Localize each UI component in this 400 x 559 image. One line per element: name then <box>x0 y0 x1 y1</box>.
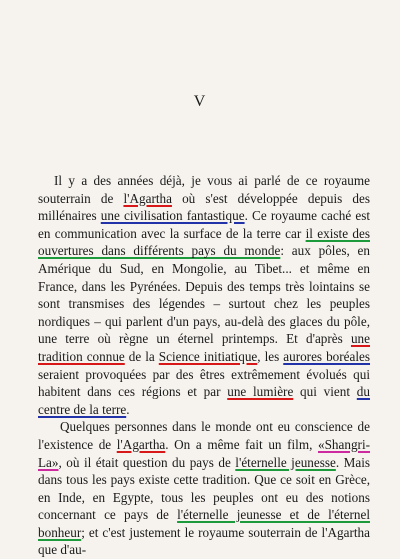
highlight-jeunesse: l'éternelle jeunesse <box>235 454 336 470</box>
highlight-ouvertures: il existe des ouvertures dans différents pays du monde <box>38 225 370 259</box>
highlight-lumiere: une lumière <box>227 384 294 400</box>
text-run: , où il était question du pays de <box>58 454 236 470</box>
highlight-bonheur: l'éternelle jeunesse et de l'éternel bonheur <box>38 507 370 540</box>
chapter-number: V <box>193 93 207 110</box>
paragraph-2 <box>38 418 370 559</box>
highlight-centre: du centre de la terre <box>38 384 370 417</box>
text-run: Quelques personnes dans le monde ont eu conscience de l'existence de <box>38 419 370 452</box>
text-run: . Mais dans tous les pays existe cette tradition. Que ce soit en Grèce, en Inde, en Egypte, tous les peuples ont eu des notions concernant ce pays de <box>38 454 370 523</box>
text-run: : aux pôles, en Amérique du Sud, en Mongolie, au Tibet... et même en France, dans les Pyrénées. Depuis des temps très lointains se sont transmises des légendes – surtout chez les peuples nordiques – qui parlent d'un pays, au-delà des glaces du pôle, une terre où règne un éternel printemps. Et d'après <box>38 243 370 347</box>
text-run: , les <box>257 348 284 364</box>
highlight-agartha: l'Agartha <box>123 190 172 206</box>
body-text <box>38 172 370 559</box>
text-run: Il y a des années déjà, je vous ai parlé de ce royaume souterrain de <box>38 173 370 206</box>
text-run: de la <box>124 348 159 364</box>
highlight-civilisation: une civilisation fantastique <box>100 208 245 224</box>
highlight-aurores: aurores boréales <box>283 348 371 364</box>
highlight-shangri-la: «Shangri-La» <box>38 436 370 470</box>
text-run: qui vient <box>293 384 357 400</box>
text-run: où s'est développée depuis des millénaires <box>38 190 370 224</box>
text-run: . On a même fait un film, <box>165 436 318 452</box>
highlight-tradition: une tradition connue <box>38 331 370 364</box>
text-run: ; et c'est justement le royaume souterrain de l'Agartha que d'au- <box>38 524 370 558</box>
highlight-science: Science initiatique <box>158 348 258 364</box>
text-run: seraient provoquées par des êtres extrêmement évolués qui habitent dans ces régions et par <box>38 366 370 400</box>
text-run: . Ce royaume caché est en communication avec la surface de la terre car <box>38 208 370 241</box>
paragraph-1 <box>38 172 370 418</box>
text-run: . <box>126 401 130 417</box>
highlight-agartha-2: l'Agartha <box>116 436 166 452</box>
